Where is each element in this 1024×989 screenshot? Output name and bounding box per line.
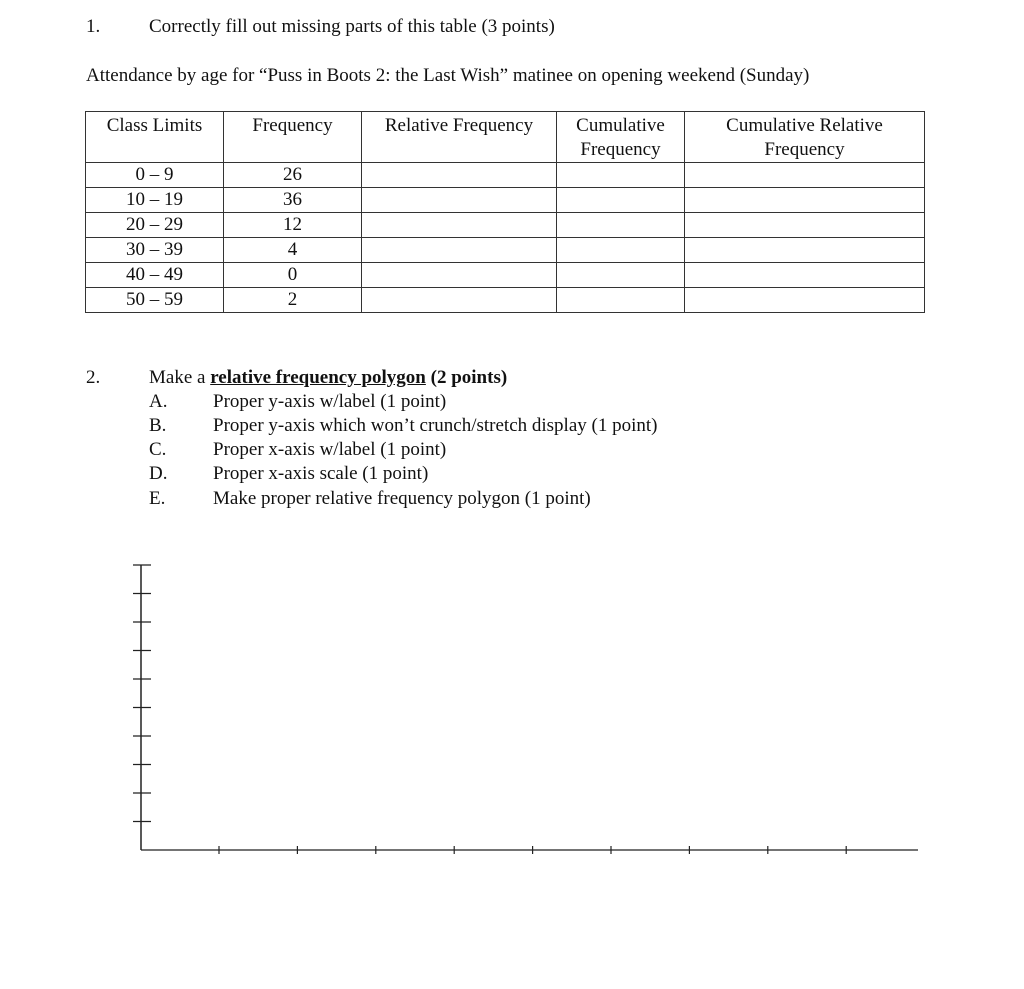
criterion-text: Proper x-axis scale (1 point) xyxy=(213,463,429,484)
class-limits-cell: 30 – 39 xyxy=(86,238,224,263)
frequency-cell: 12 xyxy=(224,213,362,238)
table-caption: Attendance by age for “Puss in Boots 2: the Last Wish” matinee on opening weekend (Sunday) xyxy=(86,65,810,86)
criterion-text: Proper x-axis w/label (1 point) xyxy=(213,439,447,460)
header-cumulative-relative-line2: Frequency xyxy=(764,139,845,160)
class-limits-cell: 0 – 9 xyxy=(86,163,224,188)
header-cumulative-frequency-line2: Frequency xyxy=(580,139,661,160)
criterion-text: Make proper relative frequency polygon (1 point) xyxy=(213,488,591,509)
class-limits-cell: 20 – 29 xyxy=(86,213,224,238)
criterion-text: Proper y-axis w/label (1 point) xyxy=(213,391,447,412)
header-class-limits: Class Limits xyxy=(86,112,224,163)
criterion-letter: C. xyxy=(149,439,167,460)
header-relative-frequency: Relative Frequency xyxy=(362,112,557,163)
question-1-text: Correctly fill out missing parts of this table (3 points) xyxy=(149,16,555,37)
question-2-prefix: Make a xyxy=(149,367,206,388)
y-axis-ticks xyxy=(133,565,151,822)
question-2-number: 2. xyxy=(86,367,101,388)
frequency-cell: 36 xyxy=(224,188,362,213)
criterion-letter: A. xyxy=(149,391,168,412)
criterion-text: Proper y-axis which won’t crunch/stretch display (1 point) xyxy=(213,415,658,436)
class-limits-cell: 40 – 49 xyxy=(86,263,224,288)
class-limits-cell: 10 – 19 xyxy=(86,188,224,213)
frequency-cell: 4 xyxy=(224,238,362,263)
question-1-number: 1. xyxy=(86,16,101,37)
frequency-cell: 26 xyxy=(224,163,362,188)
frequency-cell: 0 xyxy=(224,263,362,288)
criterion-letter: B. xyxy=(149,415,167,436)
header-cumulative-frequency-line1: Cumulative xyxy=(576,115,665,136)
criterion-letter: D. xyxy=(149,463,168,484)
frequency-cell: 2 xyxy=(224,288,362,313)
question-2-emphasis: relative frequency polygon xyxy=(210,367,426,388)
header-frequency: Frequency xyxy=(224,112,362,163)
criterion-letter: E. xyxy=(149,488,166,509)
class-limits-cell: 50 – 59 xyxy=(86,288,224,313)
header-cumulative-relative-line1: Cumulative Relative xyxy=(726,115,883,136)
question-2-points: (2 points) xyxy=(430,367,508,388)
